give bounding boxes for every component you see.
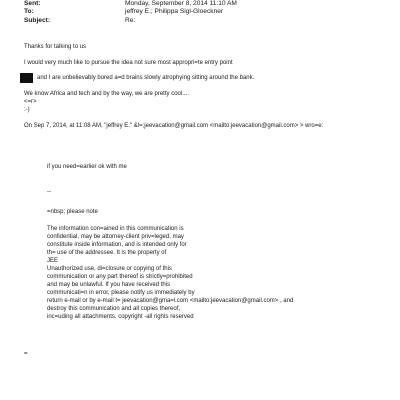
redaction-box [20, 73, 33, 83]
body-line-thanks: Thanks for talking to us [24, 44, 87, 50]
to-label: To: [24, 8, 34, 15]
disclaimer-line: inc=uding all attachments. copyright -all rights reserved [47, 314, 194, 320]
quoted-if-you-need: if you need=earlier ok with me [47, 164, 127, 170]
quoted-dashes: -- [47, 189, 51, 195]
body-line-rr: <=r> [24, 99, 37, 105]
disclaimer-line: confidential, may be attorney-client priv=leged, may [47, 234, 184, 240]
body-line-africa: We know Africa and tech and by the way, we are pretty cool.... [24, 91, 189, 97]
quoted-nbsp-note: =nbsp; please note [47, 209, 98, 215]
disclaimer-line: destroy this communication and all copies thereof, [47, 306, 181, 312]
sent-label: Sent: [24, 0, 41, 7]
disclaimer-line: JEE [47, 258, 59, 264]
disclaimer-line: th= use of the addressee. It is the property of [47, 250, 167, 256]
trailing-equals: = [24, 351, 28, 357]
sent-value: Monday, September 8, 2014 11:10 AM [125, 0, 237, 7]
subject-value: Re: [125, 17, 136, 24]
disclaimer-line: communication or any part thereof is strictly=prohibited [47, 274, 193, 280]
disclaimer-line: communicati=n in error, please notify us immediately by [47, 290, 195, 296]
body-line-bored: and I are unbelievably bored a=d brains slowly atrophying sitting around the bank. [37, 75, 255, 81]
disclaimer-line: constitute inside information, and is intended only for [47, 242, 187, 248]
subject-label: Subject: [24, 17, 51, 24]
to-value: jeffrey E.; Philippa Sigl-Gloeckner [125, 8, 224, 15]
quoted-header-line: On Sep 7, 2014, at 11:08 AM, "jeffrey E." &l=;jeevacation@gmail.com <mailto:jeevacation@gmail.com> > wro=e: [24, 123, 324, 129]
disclaimer-line: and may be unlawful. If you have received this [47, 282, 171, 288]
body-line-smile: :-) [24, 107, 30, 113]
body-line-pursue: I would very much like to pursue the idea not sure most appropri=te entry point [24, 60, 233, 66]
disclaimer-line: return e-mail or by e-mail t= jeevacation@gma=l.com <mailto:jeevacation@gmail.com> , and [47, 298, 294, 304]
disclaimer-line: Unauthorized use, di=closure or copying of this [47, 266, 172, 272]
disclaimer-line: The information con=ained in this communication is [47, 226, 184, 232]
